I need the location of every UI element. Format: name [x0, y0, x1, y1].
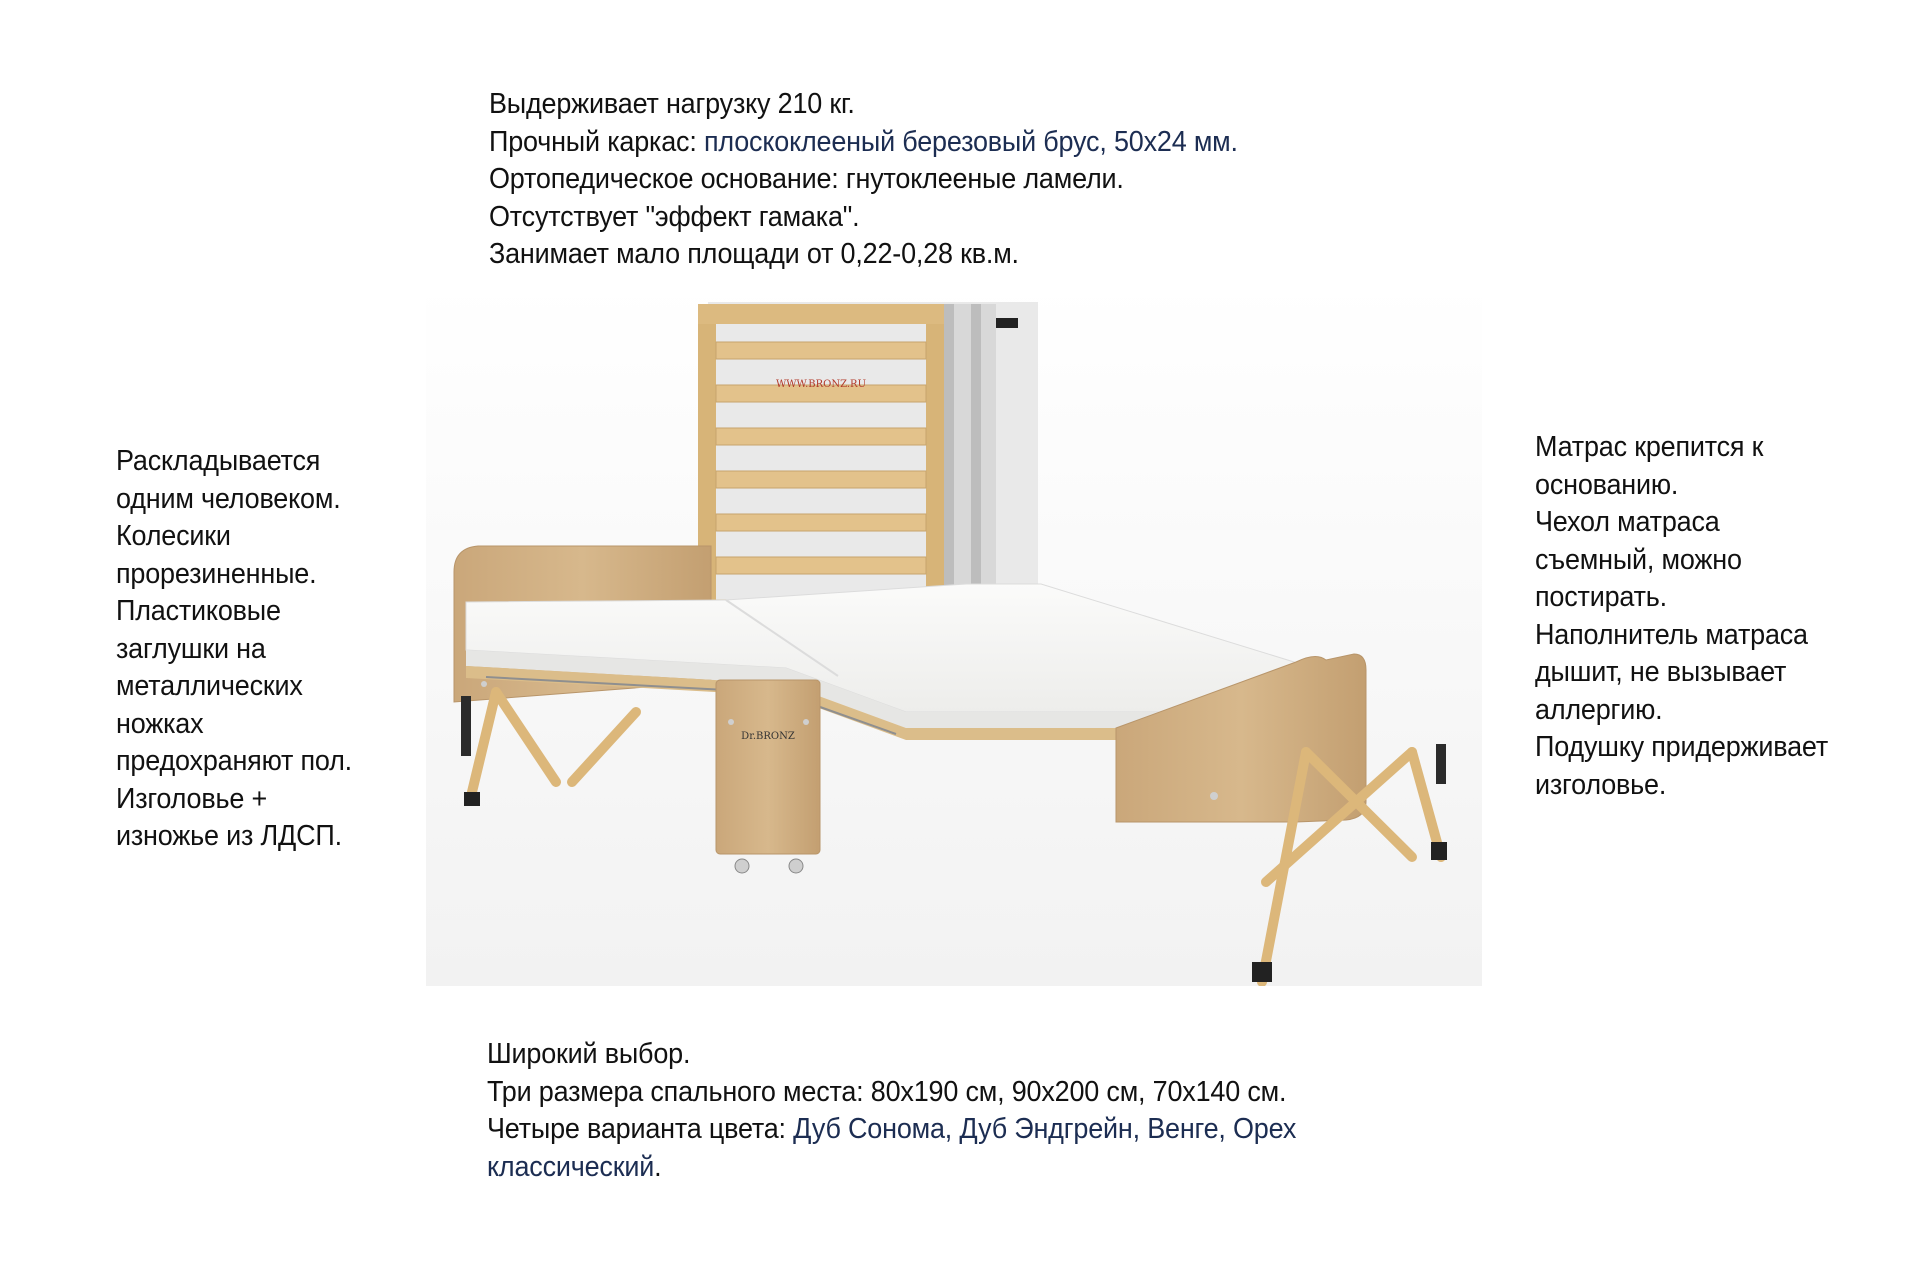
- base-text: Ортопедическое основание: гнутоклееные ламели.: [489, 163, 1124, 195]
- right-line: Матрас крепится к: [1535, 431, 1764, 463]
- right-line: Чехол матраса: [1535, 506, 1720, 538]
- brand-logo-text: Dr.BRONZ: [741, 731, 795, 742]
- right-line: съемный, можно: [1535, 543, 1742, 576]
- colors-text: [487, 1111, 1296, 1149]
- colors-label: Четыре варианта цвета:: [487, 1113, 794, 1145]
- folding-bed-photo: [426, 282, 1482, 986]
- colors-link-cont[interactable]: классический: [487, 1150, 655, 1183]
- leg-cap: [1252, 962, 1272, 982]
- colors-suffix: .: [654, 1150, 662, 1183]
- frame-text: [489, 124, 1238, 162]
- top-description: [489, 86, 1238, 274]
- right-line: Подушку придерживает: [1535, 731, 1829, 763]
- colors-link[interactable]: Дуб Сонома, Дуб Эндгрейн, Венге, Орех: [793, 1113, 1297, 1145]
- choice-heading: Широкий выбор.: [487, 1038, 691, 1070]
- left-line: Изголовье +: [116, 782, 268, 815]
- left-line: Колесики: [116, 520, 231, 552]
- right-line: Наполнитель матраса: [1535, 618, 1808, 651]
- right-description: [1535, 429, 1828, 804]
- frame-material-link[interactable]: плоскоклееный березовый брус, 50х24 мм.: [703, 125, 1238, 158]
- frame-label: Прочный каркас:: [489, 125, 704, 158]
- area-text: Занимает мало площади от 0,22-0,28 кв.м.: [489, 238, 1019, 270]
- right-line: дышит, не вызывает: [1535, 656, 1787, 688]
- right-line: изголовье.: [1535, 768, 1667, 801]
- hammock-text: Отсутствует "эффект гамака".: [489, 200, 860, 233]
- left-line: изножье из ЛДСП.: [116, 820, 342, 852]
- leg-cap: [1431, 842, 1447, 860]
- leg-cap: [464, 792, 480, 806]
- left-line: предохраняют пол.: [116, 745, 352, 777]
- watermark-text: WWW.BRONZ.RU: [776, 379, 866, 390]
- left-line: Пластиковые: [116, 595, 281, 627]
- colors-text-cont: [487, 1149, 1296, 1187]
- sizes-text: Три размера спального места: 80х190 см, 90х200 см, 70х140 см.: [487, 1075, 1287, 1108]
- left-line: металлических: [116, 670, 303, 702]
- bottom-description: [487, 1036, 1296, 1186]
- left-line: ножках: [116, 707, 204, 740]
- right-line: основанию.: [1535, 468, 1679, 501]
- load-capacity-text: Выдерживает нагрузку 210 кг.: [489, 88, 855, 120]
- right-line: аллергию.: [1535, 693, 1663, 726]
- right-line: постирать.: [1535, 581, 1667, 613]
- left-line: заглушки на: [116, 632, 266, 665]
- left-description: [116, 443, 352, 856]
- middle-panel: [716, 680, 820, 854]
- left-line: одним человеком.: [116, 482, 341, 515]
- left-line: Раскладывается: [116, 445, 321, 477]
- left-line: прорезиненные.: [116, 557, 317, 590]
